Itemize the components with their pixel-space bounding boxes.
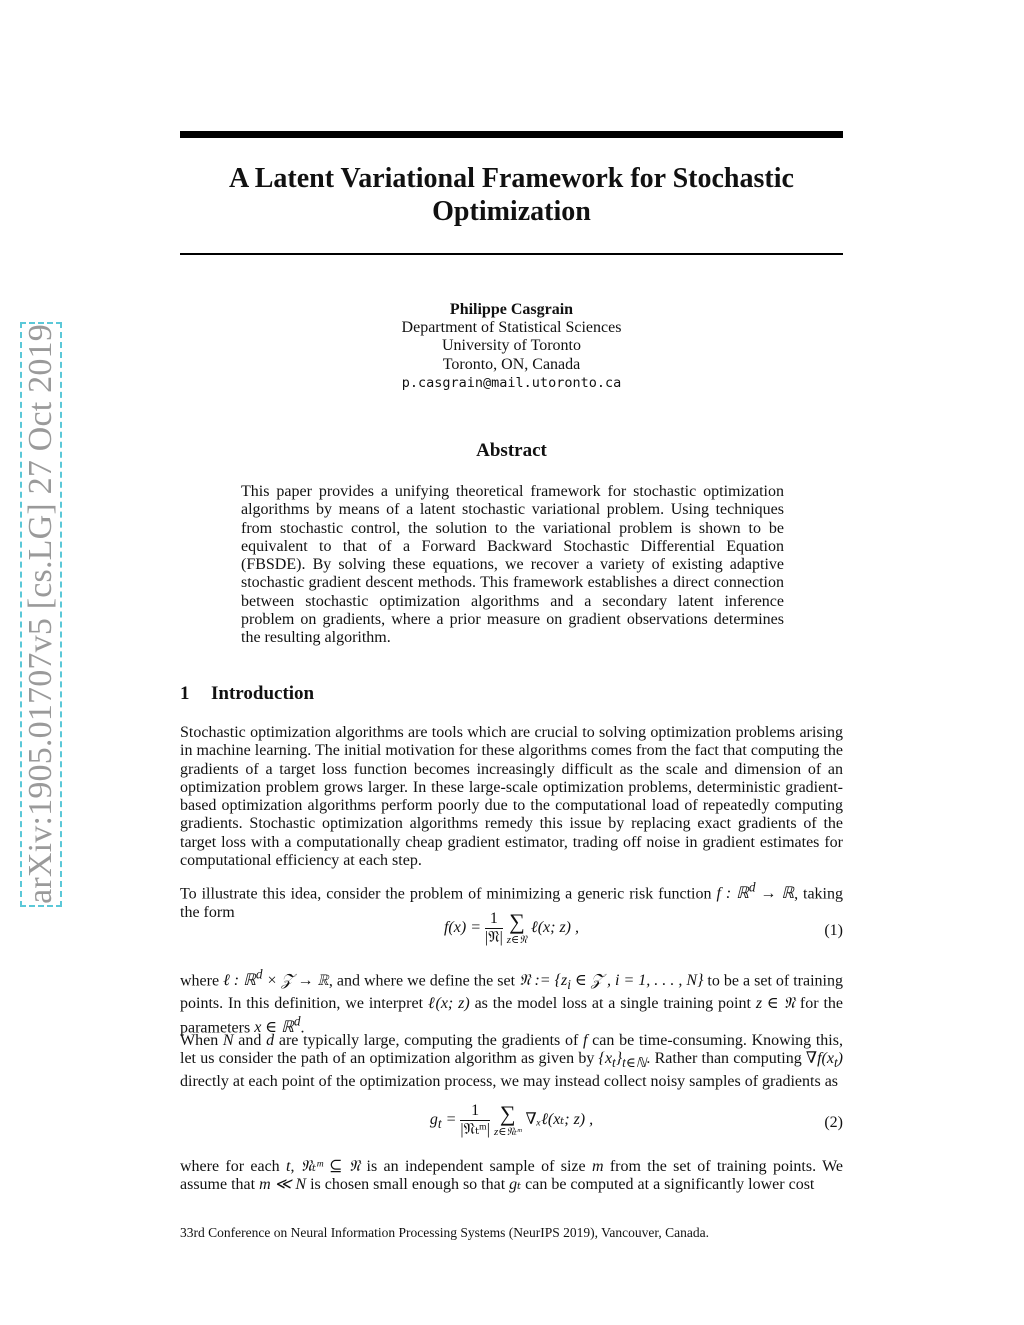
math-sup: d <box>293 1014 301 1030</box>
math-run: = <box>441 1111 457 1129</box>
math-inline: m ≪ N <box>259 1176 307 1194</box>
text-run: are typically large, computing the gradients of <box>274 1032 583 1049</box>
text-run: is chosen small enough so that <box>306 1176 510 1194</box>
title-line-1: A Latent Variational Framework for Stochastic <box>229 163 794 194</box>
author-name: Philippe Casgrain <box>449 301 574 318</box>
text-run: can be time-consuming. Knowing this, let us consider the path of an optimization algorithm as given by <box>180 1032 843 1068</box>
text-run: , <box>290 1158 301 1175</box>
math-run: g <box>429 1111 438 1129</box>
section-heading <box>180 683 314 705</box>
math-sub: t <box>437 1116 442 1132</box>
eq2-lhs <box>429 1111 457 1132</box>
section-title: Introduction <box>211 683 315 704</box>
eq1-numerator: 1 <box>485 910 503 929</box>
abstract-heading: Abstract <box>476 440 547 461</box>
eq1-rhs: ℓ(x; z) , <box>531 919 580 937</box>
math-inline: f <box>583 1032 588 1049</box>
math-sub: t <box>833 1055 838 1071</box>
math-run: × 𝒵 → ℝ <box>262 972 329 990</box>
text-run: and <box>233 1032 267 1049</box>
math-run: ) <box>837 1050 843 1068</box>
abstract-text: This paper provides a unifying theoretical framework for stochastic optimization algorithms by means of a latent stochastic variational problem. Using techniques from stochastic control, the solution to the variational problem is shown to be equivalent to that of a Forward Backward Stochastic Differential Equation (FBSDE). By solving these equations, we recover a variety of existing adaptive stochastic gradient descent methods. This framework establishes a direct connection between stochastic optimization algorithms and a secondary latent inference problem on gradients, where a prior measure on gradient observations determines the resulting algorithm. <box>241 483 784 647</box>
text-run: where <box>180 972 224 990</box>
intro-paragraph-1: Stochastic optimization algorithms are tools which are crucial to solving optimization problems arising in machine learning. The initial motivation for these algorithms comes from the fact that computing the gradients of a target loss function becomes increasingly difficult as the scale and dimension of an optimization problem grows larger. In these large-scale optimization problems, deterministic gradient-based optimization algorithms perform poorly due to the computational load of repeatedly computing gradients. Stochastic optimization algorithms remedy this issue by replacing exact gradients of the target loss with a computationally cheap gradient estimator, trading off noise in gradient estimates for computational efficiency at each step. <box>180 724 843 870</box>
conference-footnote: 33rd Conference on Neural Information Processing Systems (NeurIPS 2019), Vancouver, Canada. <box>180 1225 709 1240</box>
math-run: {x <box>598 1050 613 1068</box>
text-run: . <box>300 1019 305 1037</box>
math-sub: t <box>612 1055 616 1071</box>
text-run: directly at each point of the optimization process, we may instead collect noisy samples of gradients as <box>180 1072 839 1090</box>
eq2-fraction <box>460 1102 490 1139</box>
math-run: 𝔑 := {z <box>519 972 568 990</box>
text-run: , and where we define the set <box>328 972 520 990</box>
math-inline: m <box>591 1158 604 1175</box>
eq2-rhs: ∇ₓℓ(xₜ; z) , <box>525 1111 594 1129</box>
intro-paragraph-4 <box>180 1032 843 1091</box>
math-run: f : ℝ <box>716 885 749 903</box>
text-run: . Rather than computing <box>646 1050 806 1068</box>
author-location: Toronto, ON, Canada <box>442 355 581 373</box>
equation-1 <box>180 910 843 954</box>
text-run: as the model loss at a single training point <box>469 994 756 1012</box>
math-inline: gₜ <box>509 1176 522 1194</box>
arxiv-stamp-text: arXiv:1905.01707v5 [cs.LG] 27 Oct 2019 <box>22 324 59 904</box>
math-run: } <box>615 1050 623 1068</box>
author-department: Department of Statistical Sciences <box>401 319 622 337</box>
math-inline <box>598 1050 647 1071</box>
math-inline <box>223 967 329 990</box>
sum-sigma: ∑ <box>509 908 525 934</box>
equation-2-label: (2) <box>824 1114 843 1131</box>
math-inline: ℓ(x; z) <box>427 994 470 1012</box>
eq1-sum-subscript: z∈𝔑 <box>506 933 528 946</box>
math-inline <box>805 1050 843 1071</box>
eq2-sum <box>493 1100 522 1139</box>
math-inline <box>519 972 704 993</box>
text-run: is an independent sample of size <box>360 1158 592 1175</box>
text-run: from the set of training points. We assume that <box>180 1158 844 1194</box>
text-run: can be computed at a significantly lower cost <box>521 1176 815 1194</box>
math-inline: d <box>266 1032 275 1049</box>
text-run: , taking the form <box>180 885 844 921</box>
text-run: To illustrate this idea, consider the problem of minimizing a generic risk function <box>180 885 717 903</box>
eq2-denominator: |𝔑ₜᵐ| <box>460 1121 490 1138</box>
math-sup: d <box>255 967 263 982</box>
eq2-sum-subscript: z∈𝔑ₜᵐ <box>493 1125 522 1138</box>
title-top-rule <box>180 131 843 138</box>
math-run: ∇f(x <box>805 1050 834 1068</box>
math-sup: d <box>748 880 756 895</box>
author-block <box>180 301 843 392</box>
math-run: x ∈ ℝ <box>254 1019 294 1037</box>
equation-1-body <box>180 910 843 947</box>
eq1-denominator: |𝔑| <box>484 929 503 946</box>
equation-1-label: (1) <box>824 922 843 939</box>
title-line-2: Optimization <box>432 196 591 227</box>
title-bottom-rule <box>180 253 843 255</box>
math-run: ∈ 𝒵 , i = 1, . . . , N} <box>570 972 704 990</box>
math-sub: i <box>567 977 571 993</box>
math-run: ℓ : ℝ <box>223 972 256 990</box>
paper-title <box>180 162 843 228</box>
intro-paragraph-5 <box>180 1158 843 1195</box>
section-number: 1 <box>180 683 190 704</box>
text-run: for the parameters <box>180 994 844 1037</box>
text-run: When <box>180 1032 223 1049</box>
math-inline <box>716 880 795 903</box>
eq1-sum <box>506 908 528 947</box>
math-inline: 𝔑ₜᵐ ⊆ 𝔑 <box>300 1158 361 1175</box>
text-run: to be a set of training points. In this definition, we interpret <box>180 972 844 1012</box>
math-inline: z ∈ 𝔑 <box>755 994 796 1012</box>
equation-2 <box>180 1102 843 1146</box>
sum-sigma: ∑ <box>499 1100 516 1126</box>
author-email[interactable]: p.casgrain@mail.utoronto.ca <box>401 374 622 391</box>
intro-paragraph-3 <box>180 966 843 1038</box>
eq1-fraction <box>485 910 503 947</box>
math-inline: N <box>222 1032 234 1049</box>
eq2-numerator: 1 <box>460 1102 490 1121</box>
math-run: → ℝ <box>755 885 795 903</box>
text-run: where for each <box>180 1158 287 1175</box>
author-university: University of Toronto <box>441 337 581 355</box>
eq1-lhs: f(x) = <box>443 919 481 937</box>
equation-2-body <box>180 1102 843 1139</box>
math-inline: t <box>286 1158 291 1175</box>
math-sub: t∈ℕ <box>622 1055 647 1071</box>
